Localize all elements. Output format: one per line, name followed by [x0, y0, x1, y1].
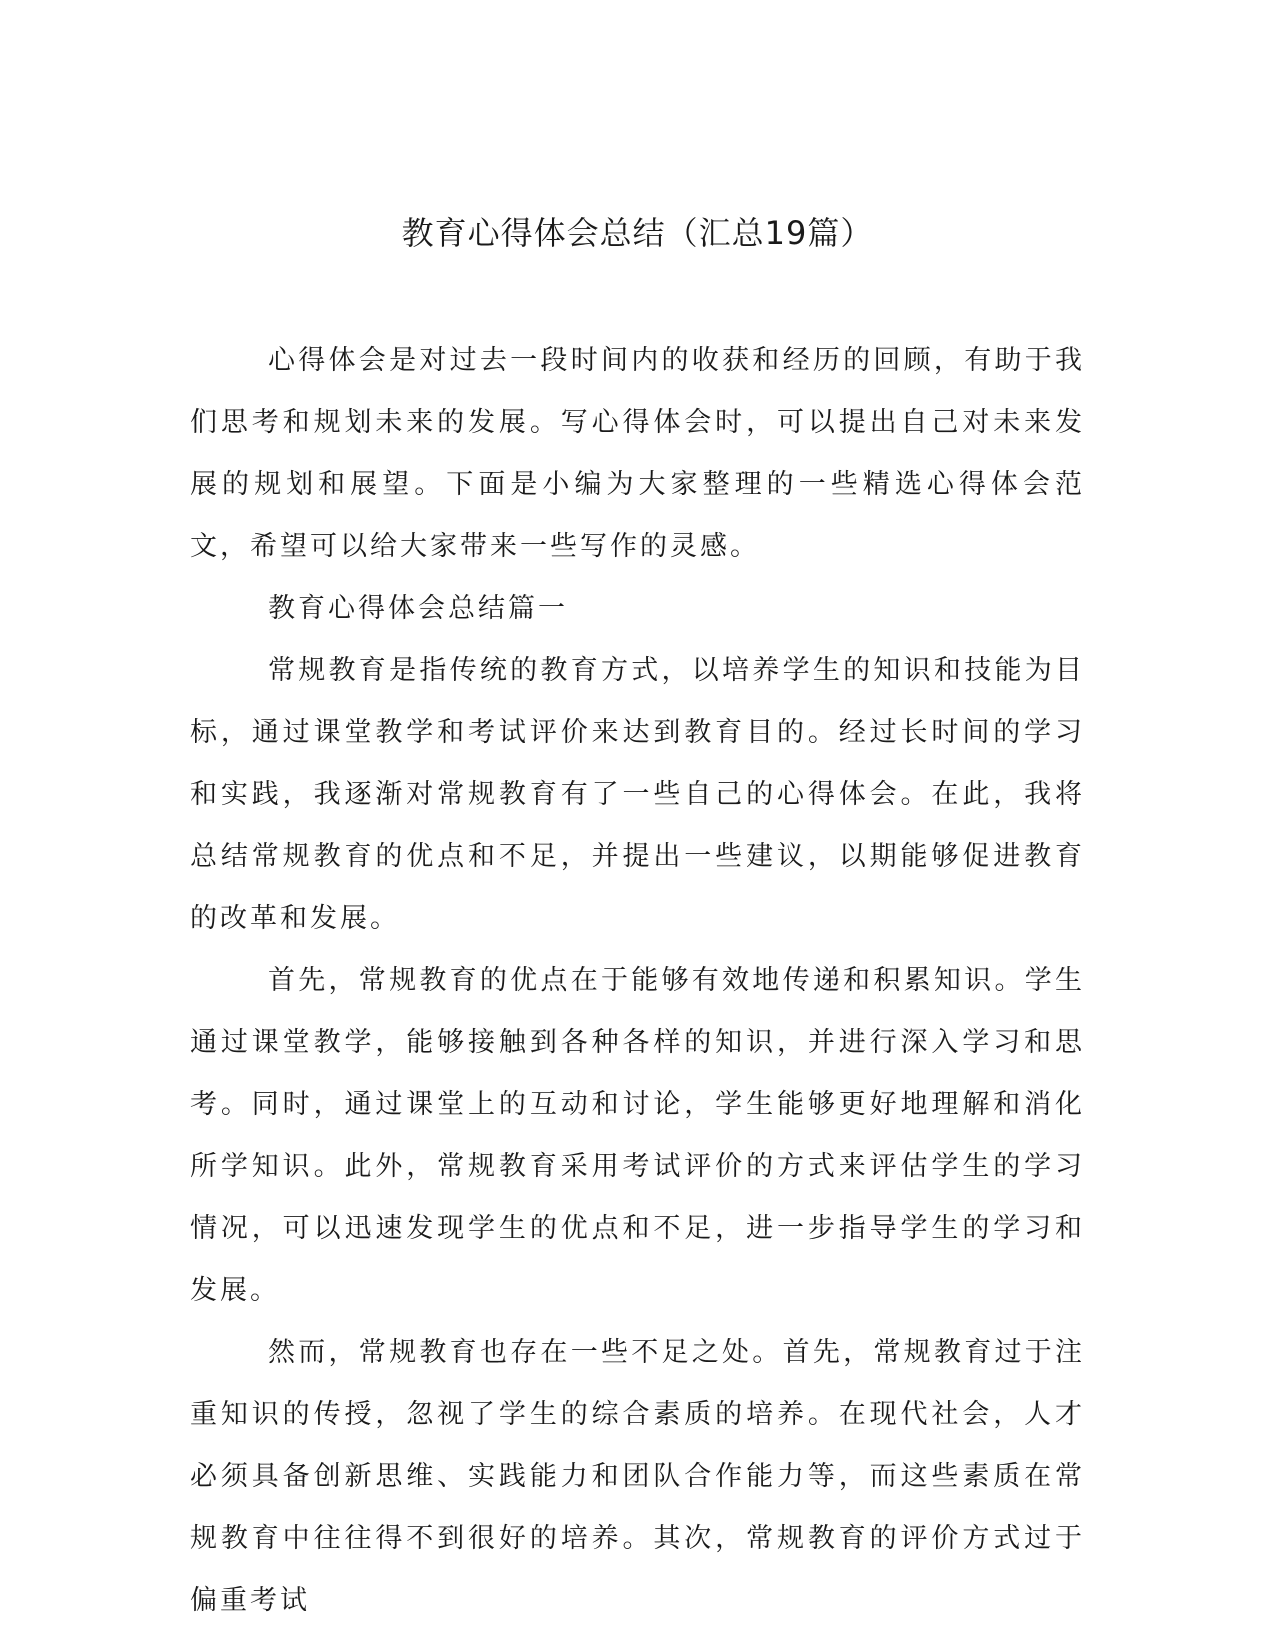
document-body — [190, 330, 1085, 1632]
intro-paragraph: 心得体会是对过去一段时间内的收获和经历的回顾，有助于我们思考和规划未来的发展。写心得体会时，可以提出自己对未来发展的规划和展望。下面是小编为大家整理的一些精选心得体会范文，希望可以给大家带来一些写作的灵感。 — [190, 345, 1085, 562]
body-paragraph: 常规教育是指传统的教育方式，以培养学生的知识和技能为目标，通过课堂教学和考试评价来达到教育目的。经过长时间的学习和实践，我逐渐对常规教育有了一些自己的心得体会。在此，我将总结常规教育的优点和不足，并提出一些建议，以期能够促进教育的改革和发展。 — [190, 655, 1085, 934]
document-title: 教育心得体会总结（汇总19篇） — [401, 214, 874, 252]
body-paragraph: 首先，常规教育的优点在于能够有效地传递和积累知识。学生通过课堂教学，能够接触到各种各样的知识，并进行深入学习和思考。同时，通过课堂上的互动和讨论，学生能够更好地理解和消化所学知识。此外，常规教育采用考试评价的方式来评估学生的学习情况，可以迅速发现学生的优点和不足，进一步指导学生的学习和发展。 — [190, 965, 1085, 1306]
section-heading: 教育心得体会总结篇一 — [268, 593, 568, 624]
body-paragraph: 然而，常规教育也存在一些不足之处。首先，常规教育过于注重知识的传授，忽视了学生的综合素质的培养。在现代社会，人才必须具备创新思维、实践能力和团队合作能力等，而这些素质在常规教育中往往得不到很好的培养。其次，常规教育的评价方式过于偏重考试 — [190, 1337, 1085, 1616]
